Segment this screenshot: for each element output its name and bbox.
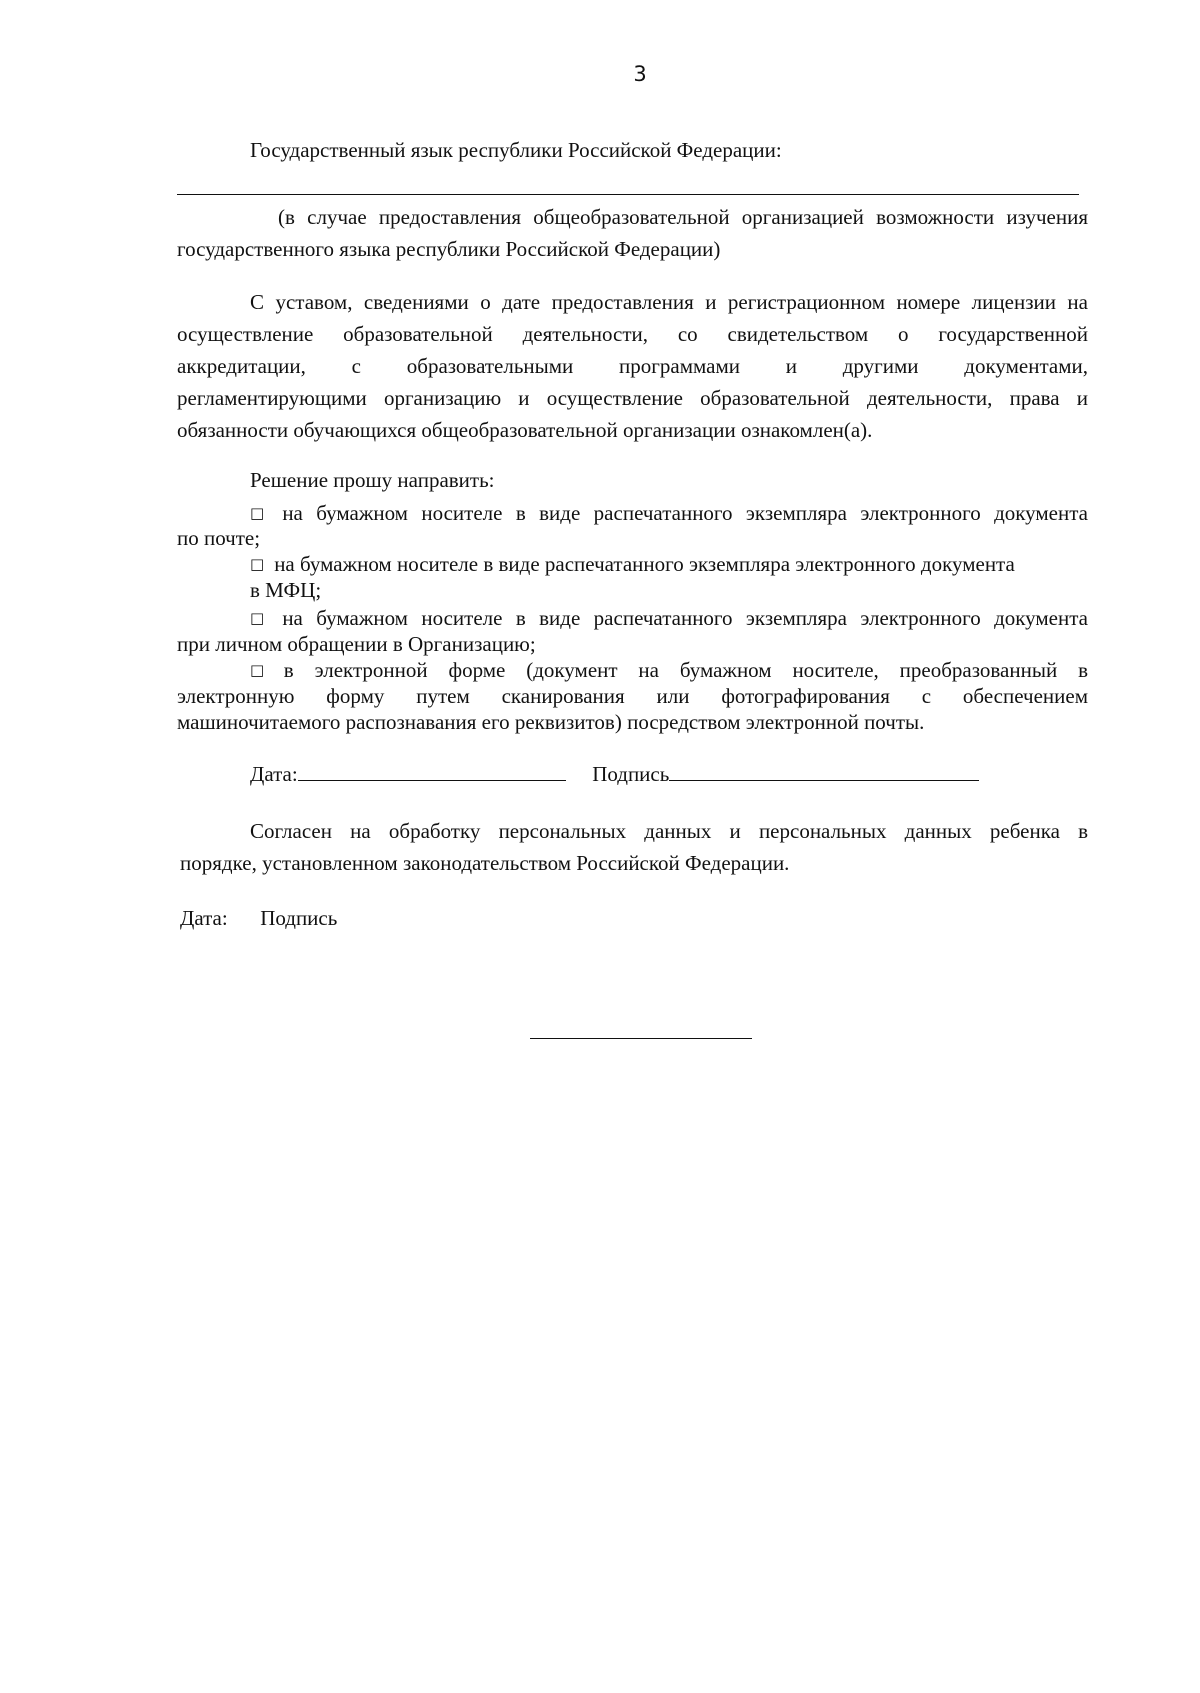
checkbox-icon[interactable]: □ [250, 555, 265, 573]
date-label: Дата: [250, 762, 298, 786]
state-language-fill-line [177, 194, 1079, 195]
consent-line2: порядке, установленном законодательством Российской Федерации. [180, 851, 790, 875]
end-divider [530, 1038, 752, 1039]
acquaintance-line2: осуществление образовательной деятельности, со свидетельством о государственной [177, 322, 1088, 346]
delivery-option-in-person-line2: при личном обращении в Организацию; [177, 632, 536, 656]
delivery-option-email-line2: электронную форму путем сканирования или фотографирования с обеспечением [177, 684, 1088, 708]
signature-label: Подпись [592, 762, 670, 786]
checkbox-icon[interactable]: □ [250, 609, 273, 627]
signature-label: Подпись [260, 906, 338, 930]
acquaintance-line1: С уставом, сведениями о дате предоставления и регистрационном номере лицензии на [250, 290, 1088, 314]
delivery-option-email-line3: машиночитаемого распознавания его реквизитов) посредством электронной почты. [177, 710, 925, 734]
acquaintance-line3: аккредитации, с образовательными программами и другими документами, [177, 354, 1088, 378]
state-language-note-line2: государственного языка республики Российской Федерации) [177, 237, 721, 261]
page-number: 3 [633, 62, 647, 86]
delivery-option-mail-line2: по почте; [177, 526, 261, 550]
checkbox-icon[interactable]: □ [250, 504, 273, 522]
signature-block-2 [180, 902, 337, 934]
date-input-line[interactable] [298, 762, 566, 781]
delivery-option-mfc-line1: на бумажном носителе в виде распечатанного экземпляра электронного документа [274, 552, 1015, 576]
delivery-option-email-line1: в электронной форме (документ на бумажном носителе, преобразованный в [283, 658, 1088, 682]
delivery-option-in-person-line1: на бумажном носителе в виде распечатанного экземпляра электронного документа [282, 606, 1088, 630]
delivery-option-mfc-line2: в МФЦ; [250, 578, 322, 602]
acquaintance-line4: регламентирующими организацию и осуществление образовательной деятельности, права и [177, 386, 1088, 410]
delivery-heading: Решение прошу направить: [250, 468, 495, 492]
date-label: Дата: [180, 906, 228, 930]
checkbox-icon[interactable]: □ [250, 661, 280, 679]
consent-line1: Согласен на обработку персональных данных и персональных данных ребенка в [250, 819, 1088, 843]
delivery-option-mail-line1: на бумажном носителе в виде распечатанного экземпляра электронного документа [282, 501, 1088, 525]
signature-input-line[interactable] [669, 762, 979, 781]
acquaintance-line5: обязанности обучающихся общеобразовательной организации ознакомлен(а). [177, 418, 873, 442]
state-language-note-line1: (в случае предоставления общеобразовательной организацией возможности изучения [278, 205, 1088, 229]
signature-block-1 [250, 758, 979, 790]
state-language-label: Государственный язык республики Российской Федерации: [250, 138, 782, 162]
